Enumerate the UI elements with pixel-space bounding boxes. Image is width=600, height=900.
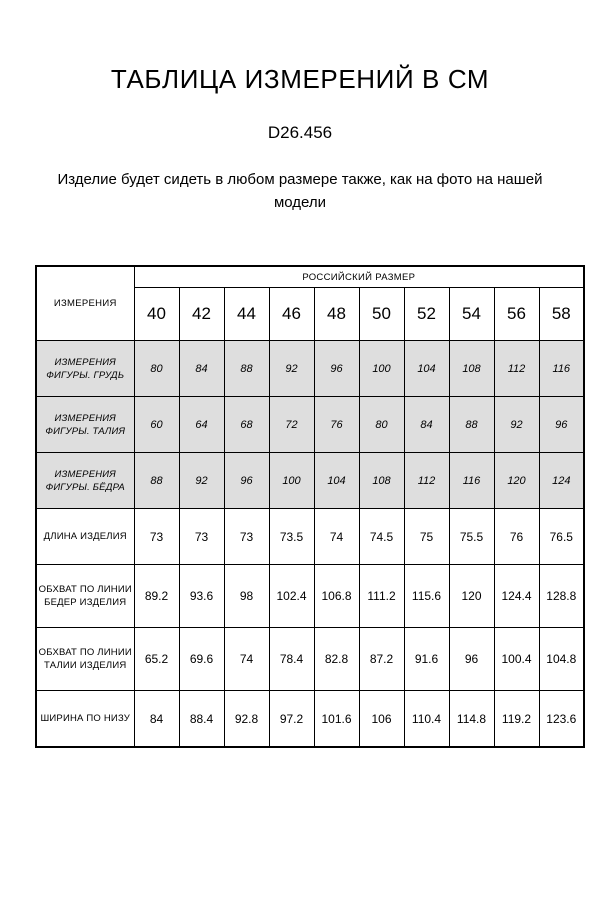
row-label: ИЗМЕРЕНИЯ ФИГУРЫ. БЁДРА bbox=[36, 453, 134, 509]
measurements-table bbox=[35, 265, 585, 748]
measurement-cell: 82.8 bbox=[314, 628, 359, 691]
measurement-cell: 73 bbox=[224, 509, 269, 565]
size-header-cell: 42 bbox=[179, 288, 224, 341]
measurement-cell: 108 bbox=[359, 453, 404, 509]
row-label: ИЗМЕРЕНИЯ ФИГУРЫ. ГРУДЬ bbox=[36, 341, 134, 397]
measurement-cell: 73.5 bbox=[269, 509, 314, 565]
size-header-cell: 44 bbox=[224, 288, 269, 341]
row-label: ОБХВАТ ПО ЛИНИИ ТАЛИИ ИЗДЕЛИЯ bbox=[36, 628, 134, 691]
measurement-cell: 110.4 bbox=[404, 691, 449, 748]
measurement-cell: 92.8 bbox=[224, 691, 269, 748]
measurement-cell: 104.8 bbox=[539, 628, 584, 691]
table-head-group-row bbox=[36, 266, 584, 288]
measurement-cell: 97.2 bbox=[269, 691, 314, 748]
measurement-cell: 123.6 bbox=[539, 691, 584, 748]
measurement-cell: 73 bbox=[134, 509, 179, 565]
measurement-cell: 96 bbox=[449, 628, 494, 691]
measurement-cell: 120 bbox=[494, 453, 539, 509]
size-header-cell: 48 bbox=[314, 288, 359, 341]
measurement-cell: 115.6 bbox=[404, 565, 449, 628]
corner-header-measurements: ИЗМЕРЕНИЯ bbox=[36, 266, 134, 341]
page-title: ТАБЛИЦА ИЗМЕРЕНИЙ В СМ bbox=[110, 64, 490, 94]
size-header-cell: 50 bbox=[359, 288, 404, 341]
measurement-cell: 76 bbox=[314, 397, 359, 453]
measurement-cell: 68 bbox=[224, 397, 269, 453]
measurement-cell: 76 bbox=[494, 509, 539, 565]
measurement-cell: 93.6 bbox=[179, 565, 224, 628]
table-row bbox=[36, 628, 584, 691]
measurement-cell: 65.2 bbox=[134, 628, 179, 691]
measurement-cell: 112 bbox=[494, 341, 539, 397]
measurement-cell: 72 bbox=[269, 397, 314, 453]
size-header-cell: 52 bbox=[404, 288, 449, 341]
measurement-cell: 74 bbox=[314, 509, 359, 565]
heading-block bbox=[0, 0, 600, 214]
size-header-cell: 58 bbox=[539, 288, 584, 341]
measurement-cell: 92 bbox=[269, 341, 314, 397]
measurement-cell: 80 bbox=[134, 341, 179, 397]
measurement-cell: 100.4 bbox=[494, 628, 539, 691]
measurement-cell: 96 bbox=[314, 341, 359, 397]
measurement-cell: 124.4 bbox=[494, 565, 539, 628]
fit-note: Изделие будет сидеть в любом размере также, как на фото на нашей модели bbox=[57, 171, 543, 211]
measurement-cell: 92 bbox=[179, 453, 224, 509]
table-row bbox=[36, 691, 584, 748]
table-row bbox=[36, 565, 584, 628]
measurement-cell: 73 bbox=[179, 509, 224, 565]
table-body bbox=[36, 341, 584, 748]
measurement-cell: 60 bbox=[134, 397, 179, 453]
size-header-cell: 40 bbox=[134, 288, 179, 341]
measurement-cell: 98 bbox=[224, 565, 269, 628]
measurement-cell: 106 bbox=[359, 691, 404, 748]
measurement-cell: 88 bbox=[134, 453, 179, 509]
measurement-cell: 64 bbox=[179, 397, 224, 453]
measurement-cell: 87.2 bbox=[359, 628, 404, 691]
table-head bbox=[36, 266, 584, 341]
measurement-cell: 104 bbox=[314, 453, 359, 509]
measurement-cell: 128.8 bbox=[539, 565, 584, 628]
measurement-cell: 88 bbox=[449, 397, 494, 453]
measurement-cell: 102.4 bbox=[269, 565, 314, 628]
row-label: ШИРИНА ПО НИЗУ bbox=[36, 691, 134, 748]
group-header-russian-size: РОССИЙСКИЙ РАЗМЕР bbox=[134, 266, 584, 288]
measurement-cell: 96 bbox=[224, 453, 269, 509]
measurement-cell: 111.2 bbox=[359, 565, 404, 628]
measurement-cell: 96 bbox=[539, 397, 584, 453]
table-row bbox=[36, 341, 584, 397]
measurement-cell: 108 bbox=[449, 341, 494, 397]
measurement-cell: 74 bbox=[224, 628, 269, 691]
measurement-cell: 120 bbox=[449, 565, 494, 628]
measurement-cell: 75.5 bbox=[449, 509, 494, 565]
measurement-cell: 92 bbox=[494, 397, 539, 453]
measurement-cell: 80 bbox=[359, 397, 404, 453]
measurement-cell: 112 bbox=[404, 453, 449, 509]
size-header-cell: 56 bbox=[494, 288, 539, 341]
measurement-cell: 89.2 bbox=[134, 565, 179, 628]
measurement-cell: 84 bbox=[134, 691, 179, 748]
table-row bbox=[36, 453, 584, 509]
measurement-cell: 119.2 bbox=[494, 691, 539, 748]
measurement-cell: 84 bbox=[404, 397, 449, 453]
measurement-cell: 104 bbox=[404, 341, 449, 397]
table-row bbox=[36, 509, 584, 565]
measurement-cell: 74.5 bbox=[359, 509, 404, 565]
measurement-cell: 91.6 bbox=[404, 628, 449, 691]
row-label: ИЗМЕРЕНИЯ ФИГУРЫ. ТАЛИЯ bbox=[36, 397, 134, 453]
measurement-cell: 106.8 bbox=[314, 565, 359, 628]
measurement-cell: 116 bbox=[539, 341, 584, 397]
measurement-cell: 84 bbox=[179, 341, 224, 397]
measurement-cell: 78.4 bbox=[269, 628, 314, 691]
measurement-cell: 124 bbox=[539, 453, 584, 509]
measurement-cell: 100 bbox=[359, 341, 404, 397]
product-code: D26.456 bbox=[267, 123, 333, 142]
table-row bbox=[36, 397, 584, 453]
measurement-cell: 69.6 bbox=[179, 628, 224, 691]
measurement-cell: 116 bbox=[449, 453, 494, 509]
measurement-cell: 114.8 bbox=[449, 691, 494, 748]
measurement-cell: 88.4 bbox=[179, 691, 224, 748]
size-header-cell: 54 bbox=[449, 288, 494, 341]
size-header-cell: 46 bbox=[269, 288, 314, 341]
measurement-cell: 75 bbox=[404, 509, 449, 565]
measurements-table-wrapper bbox=[35, 265, 583, 748]
measurement-cell: 100 bbox=[269, 453, 314, 509]
row-label: ДЛИНА ИЗДЕЛИЯ bbox=[36, 509, 134, 565]
measurement-cell: 101.6 bbox=[314, 691, 359, 748]
measurement-cell: 88 bbox=[224, 341, 269, 397]
row-label: ОБХВАТ ПО ЛИНИИ БЕДЕР ИЗДЕЛИЯ bbox=[36, 565, 134, 628]
measurement-cell: 76.5 bbox=[539, 509, 584, 565]
